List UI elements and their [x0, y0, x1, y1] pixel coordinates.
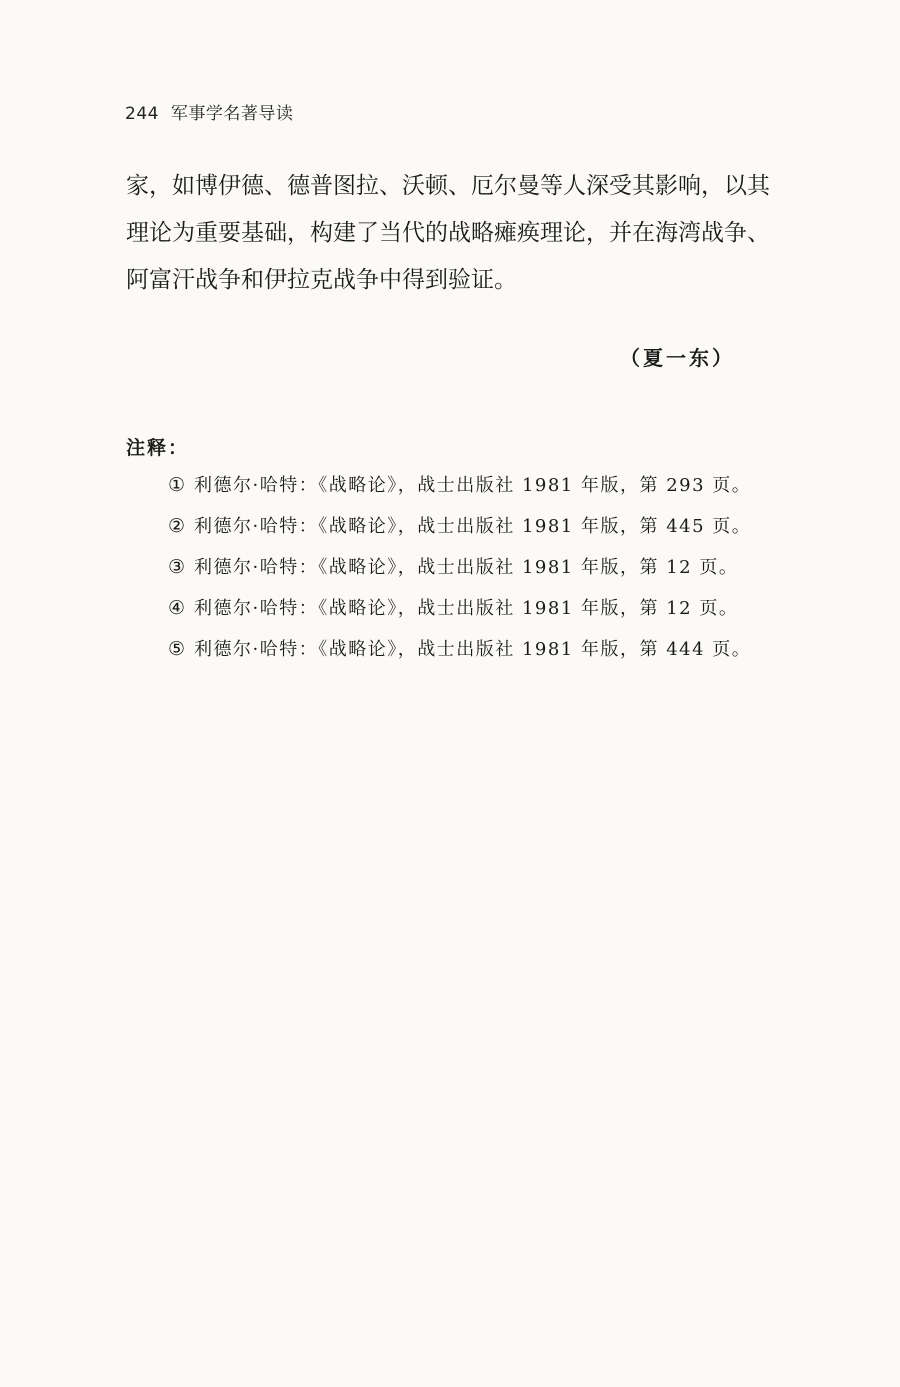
note-marker: ② — [168, 515, 187, 537]
notes-heading: 注释： — [126, 437, 190, 459]
note-item — [168, 591, 751, 632]
note-text: 利德尔·哈特：《战略论》，战士出版社 1981 年版，第 293 页。 — [194, 475, 752, 496]
note-item — [168, 550, 751, 591]
note-item — [168, 509, 751, 550]
note-marker: ④ — [168, 597, 187, 619]
author-signature: （夏一东） — [620, 346, 735, 370]
body-line: 阿富汗战争和伊拉克战争中得到验证。 — [126, 267, 517, 293]
running-header — [125, 99, 293, 124]
note-text: 利德尔·哈特：《战略论》，战士出版社 1981 年版，第 12 页。 — [194, 598, 739, 619]
note-marker: ⑤ — [168, 638, 187, 660]
note-text: 利德尔·哈特：《战略论》，战士出版社 1981 年版，第 444 页。 — [194, 639, 752, 660]
page-number: 244 — [125, 104, 159, 124]
note-text: 利德尔·哈特：《战略论》，战士出版社 1981 年版，第 12 页。 — [194, 557, 739, 578]
note-text: 利德尔·哈特：《战略论》，战士出版社 1981 年版，第 445 页。 — [194, 516, 752, 537]
book-title: 军事学名著导读 — [170, 104, 294, 124]
body-line: 理论为重要基础，构建了当代的战略瘫痪理论，并在海湾战争、 — [126, 220, 770, 246]
notes-list — [168, 468, 751, 673]
note-item — [168, 632, 751, 673]
body-paragraph — [126, 163, 786, 304]
note-marker: ③ — [168, 556, 187, 578]
note-item — [168, 468, 751, 509]
body-line: 家，如博伊德、德普图拉、沃顿、厄尔曼等人深受其影响，以其 — [126, 173, 770, 199]
note-marker: ① — [168, 474, 187, 496]
